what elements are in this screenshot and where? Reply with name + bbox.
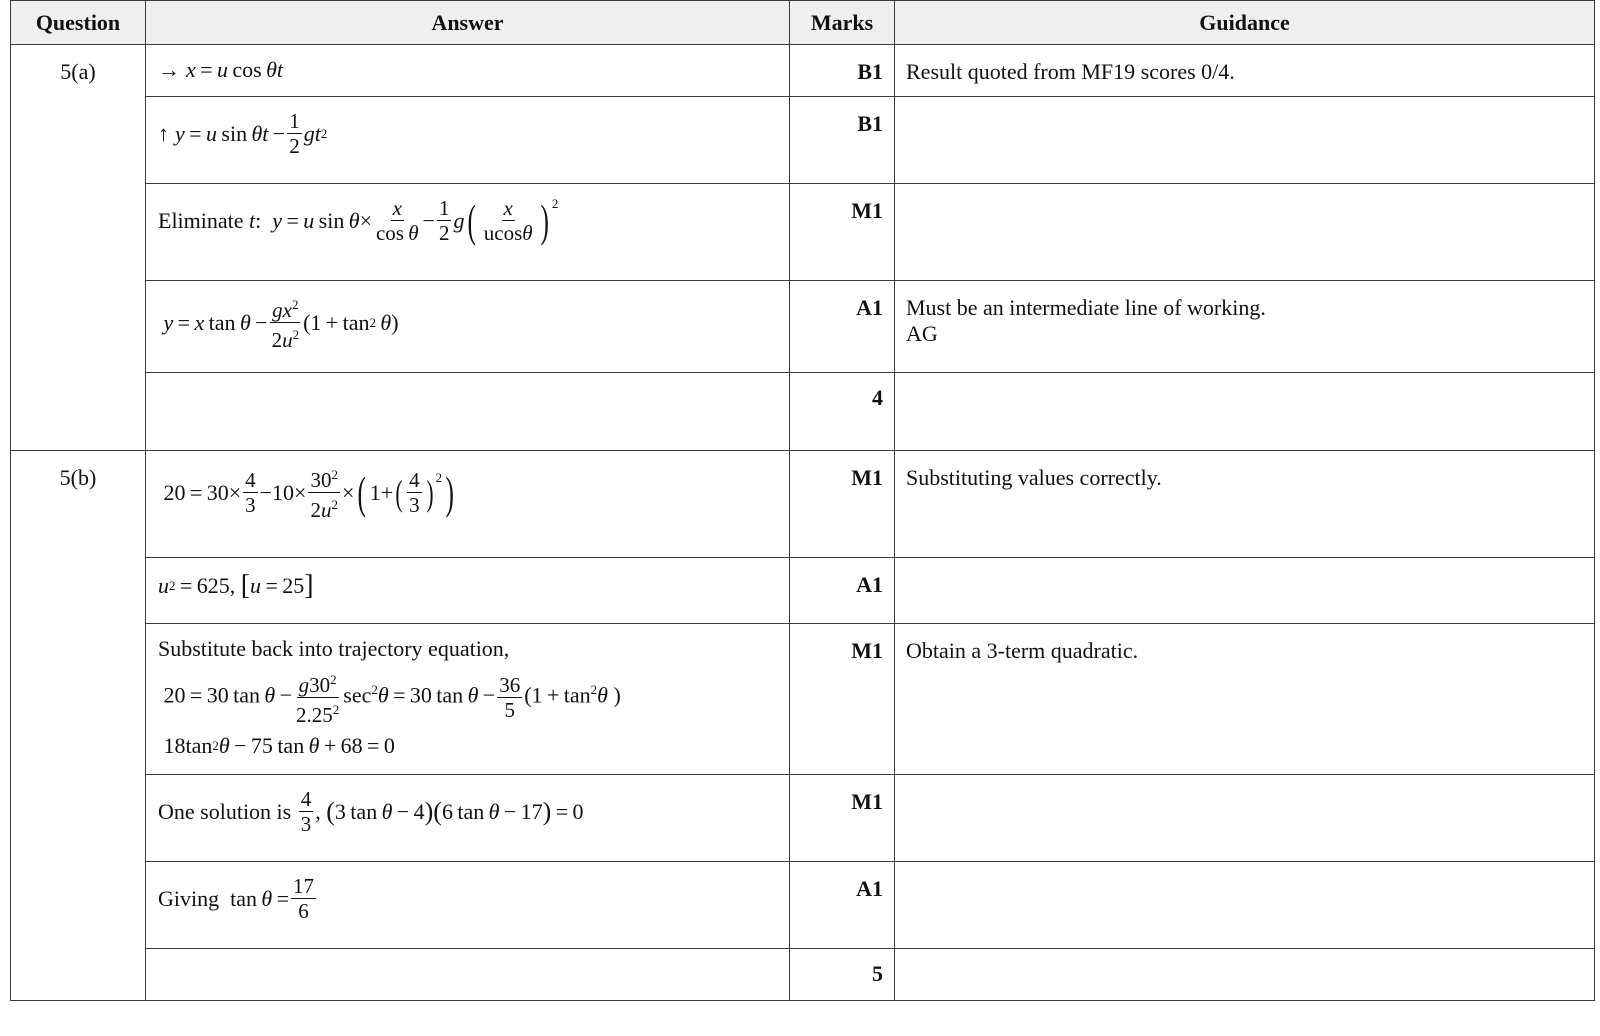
answer-text: One solution is (158, 798, 292, 824)
answer-cell (146, 184, 790, 281)
guidance-cell: Obtain a 3-term quadratic. (895, 624, 1595, 775)
formula: 20 = 30× $\frac{4}{3}$ −10× $\frac{30^2}{2u^2}$ × ( 1+ ( $\frac{4}{3}$ ) $^2$ ) (158, 463, 457, 522)
mark-scheme-table (10, 0, 1595, 1001)
question-label-5a: 5(a) (11, 45, 146, 451)
formula: 20 = 30 tan θ − $\frac{g30^2}{2.25^2}$ $\sec^2\theta = 30$ tan θ − $\frac{36}{5}$ ($1 + \tan^2\theta$ ) (158, 668, 777, 727)
table-row (11, 45, 1595, 97)
table-row (11, 558, 1595, 624)
header-answer: Answer (146, 1, 790, 45)
guidance-text: AG (906, 321, 938, 346)
answer-cell (146, 97, 790, 184)
guidance-cell (895, 281, 1595, 373)
table-row (11, 775, 1595, 862)
table-row (11, 862, 1595, 949)
header-question: Question (11, 1, 146, 45)
table-row (11, 97, 1595, 184)
mark-cell: B1 (790, 97, 895, 184)
answer-cell (146, 775, 790, 862)
answer-cell (146, 451, 790, 558)
answer-cell (146, 45, 790, 97)
mark-cell: M1 (790, 451, 895, 558)
table-row (11, 281, 1595, 373)
answer-cell (146, 862, 790, 949)
table-row (11, 373, 1595, 451)
total-marks-5b: 5 (790, 949, 895, 1001)
formula: One solution is $\frac{4}{3}$ , ( 3 tan θ − 4 )( 6 tan θ − 17 ) = 0 (158, 787, 584, 836)
guidance-cell (895, 184, 1595, 281)
formula: ↑ y = u sin θt − $\frac{1}{2}$ gt 2 (158, 109, 328, 158)
mark-cell: A1 (790, 558, 895, 624)
guidance-text: Must be an intermediate line of working. (906, 295, 1266, 320)
formula: → x = u cos θt (158, 57, 284, 82)
mark-cell: A1 (790, 862, 895, 949)
answer-cell (146, 558, 790, 624)
answer-cell (146, 281, 790, 373)
guidance-cell (895, 97, 1595, 184)
mark-cell: M1 (790, 624, 895, 775)
header-guidance: Guidance (895, 1, 1595, 45)
answer-cell (146, 949, 790, 1001)
table-row (11, 184, 1595, 281)
formula: 18tan 2 θ − 75 tan θ + 68 = 0 (158, 733, 395, 758)
header-marks: Marks (790, 1, 895, 45)
header-row (11, 1, 1595, 45)
guidance-cell (895, 373, 1595, 451)
answer-cell (146, 624, 790, 775)
mark-cell: M1 (790, 184, 895, 281)
table-row (11, 624, 1595, 775)
mark-cell: M1 (790, 775, 895, 862)
guidance-cell: Result quoted from MF19 scores 0/4. (895, 45, 1595, 97)
answer-text: Eliminate (158, 207, 244, 233)
formula: Eliminate t : y = u sin θ × $\frac{x}{\text{cos θ}}$ − $\frac{1}{2}$ g ( $\frac{x}{ucos\theta}$ ) $^2$ (158, 194, 559, 246)
question-label-5b: 5(b) (11, 451, 146, 1001)
table-row (11, 949, 1595, 1001)
answer-text: Giving (158, 885, 220, 911)
guidance-cell (895, 775, 1595, 862)
total-marks-5a: 4 (790, 373, 895, 451)
answer-text: Substitute back into trajectory equation, (158, 636, 510, 661)
guidance-cell (895, 949, 1595, 1001)
formula: u 2 = 625, [ u = 25 ] (158, 570, 314, 601)
guidance-cell (895, 558, 1595, 624)
guidance-cell: Substituting values correctly. (895, 451, 1595, 558)
mark-cell: A1 (790, 281, 895, 373)
guidance-cell (895, 862, 1595, 949)
formula: y = x tan θ − $\frac{gx^2}{2u^2}$ (1 + tan 2 θ ) (158, 293, 399, 352)
table-row (11, 451, 1595, 558)
formula: Giving tan θ = $\frac{17}{6}$ (158, 874, 315, 923)
mark-cell: B1 (790, 45, 895, 97)
answer-cell (146, 373, 790, 451)
